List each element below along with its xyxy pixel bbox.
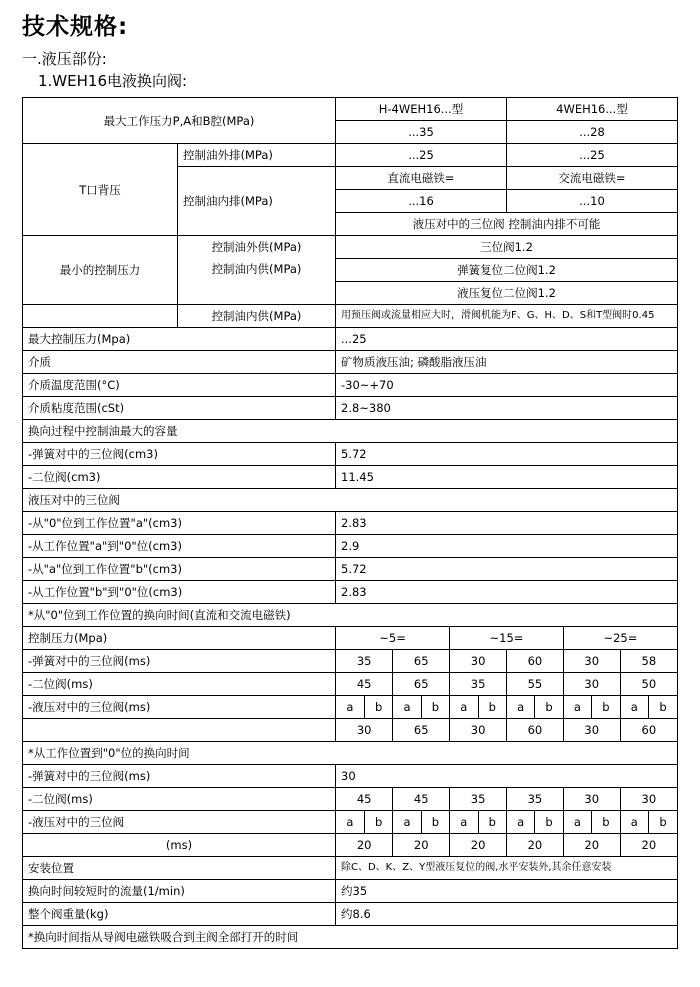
return-two-values-cell: 45	[393, 788, 450, 810]
hyd-capacity-value: 5.72	[336, 558, 678, 581]
hyd-switch-values-cell: 30	[336, 719, 393, 741]
misc-value: 约8.6	[336, 903, 678, 926]
property-value: ...25	[336, 328, 678, 351]
switch-time-label: -二位阀(ms)	[23, 673, 336, 696]
table-row	[23, 765, 678, 788]
int-drain-v2: ...10	[507, 190, 678, 213]
return-hyd-values-cell: 20	[563, 834, 620, 856]
switch-time-label: -弹簧对中的三位阀(ms)	[23, 650, 336, 673]
table-row	[23, 512, 678, 535]
return-two-values-wrap	[336, 788, 678, 811]
ab-grid-cell: a	[450, 696, 478, 718]
ab-grid-cell: a	[506, 696, 534, 718]
return-two-values-cell: 35	[450, 788, 507, 810]
misc-value: 除C、D、K、Z、Y型液压复位的阀,水平安装外,其余任意安装	[336, 857, 678, 880]
return-hyd-label: -液压对中的三位阀	[23, 811, 336, 834]
ac-header: 交流电磁铁=	[507, 167, 678, 190]
ctrl-pressure-p2: ~15=	[450, 627, 564, 649]
table-row	[23, 627, 678, 650]
return-hyd-values-wrap	[336, 834, 678, 857]
ab-grid-cell: b	[535, 811, 563, 833]
ab-grid-cell: a	[336, 811, 364, 833]
switch-time-values-wrap	[336, 673, 678, 696]
switch-time-values-cell: 65	[393, 650, 450, 672]
min-ctrl-label: 最小的控制压力	[23, 236, 178, 305]
misc-value: 约35	[336, 880, 678, 903]
section-heading: 一.液压部份:	[22, 50, 107, 68]
table-row	[23, 351, 678, 374]
type1-value: ...35	[336, 121, 507, 144]
type2-header: 4WEH16...型	[507, 98, 678, 121]
int-drain-v1: ...16	[336, 190, 507, 213]
int-supply2-label: 控制油内供(MPa)	[178, 305, 336, 328]
ab-grid-cell: a	[450, 811, 478, 833]
page-title: 技术规格:	[22, 14, 129, 40]
return-two-values-cell: 30	[563, 788, 620, 810]
hyd-capacity-label: -从工作位置"a"到"0"位(cm3)	[23, 535, 336, 558]
hyd-capacity-value: 2.83	[336, 581, 678, 604]
return-two-values-cell: 30	[641, 792, 657, 806]
capacity-value: 11.45	[336, 466, 678, 489]
property-value: 矿物质液压油; 磷酸脂液压油	[336, 351, 678, 374]
return-hyd-values	[336, 834, 677, 856]
hyd-switch-values-cell: 60	[641, 723, 657, 737]
table-row	[23, 650, 678, 673]
switch-time-values	[336, 650, 677, 672]
property-value: 2.8~380	[336, 397, 678, 420]
ctrl-pressure-label: 控制压力(Mpa)	[23, 627, 336, 650]
hyd-capacity-label: -从"a"位到工作位置"b"(cm3)	[23, 558, 336, 581]
ab-grid-cell: b	[421, 811, 449, 833]
ab-grid-cell: a	[506, 811, 534, 833]
return-two-label: -二位阀(ms)	[23, 788, 336, 811]
ab-grid-cell: b	[478, 811, 506, 833]
dc-header: 直流电磁铁=	[336, 167, 507, 190]
hyd-switch-values	[336, 719, 677, 741]
table-row	[23, 558, 678, 581]
blank-cell	[23, 305, 178, 328]
ext-drain-label: 控制油外排(MPa)	[178, 144, 336, 167]
property-value: -30~+70	[336, 374, 678, 397]
footnote: *换向时间指从导阀电磁铁吸合到主阀全部打开的时间	[23, 926, 678, 949]
ab-grid-cell: b	[364, 696, 392, 718]
switch-time-values-cell: 60	[506, 650, 563, 672]
ab-grid-cell: a	[393, 811, 421, 833]
t-back-label: T口背压	[23, 144, 178, 236]
table-row	[23, 834, 678, 857]
capacity-label: -二位阀(cm3)	[23, 466, 336, 489]
ctrl-pressure-grid	[336, 627, 677, 649]
property-label: 介质温度范围(°C)	[23, 374, 336, 397]
hyd-centered-header: 液压对中的三位阀	[23, 489, 678, 512]
ab-grid-cell: a	[563, 696, 591, 718]
return-hyd-values-cell: 20	[393, 834, 450, 856]
int-supply2-note: 用预压阀或流量相应大时，滑阀机能为F、G、H、D、S和T型阀时0.45	[336, 305, 678, 328]
switch-time-values-cell: 45	[336, 673, 393, 695]
table-row	[23, 788, 678, 811]
ab-grid-cell: b	[364, 811, 392, 833]
hyd-capacity-value: 2.9	[336, 535, 678, 558]
ab-grid-cell: b	[592, 696, 620, 718]
ab-grid-wrap	[336, 696, 678, 719]
supply-labels	[178, 236, 336, 305]
hyd-capacity-label: -从"0"位到工作位置"a"(cm3)	[23, 512, 336, 535]
hyd-switch-values-cell: 30	[450, 719, 507, 741]
return-time-note: *从工作位置到"0"位的换向时间	[23, 742, 678, 765]
ab-grid-cell: a	[563, 811, 591, 833]
hyd-switch-values-cell: 30	[563, 719, 620, 741]
hyd-switch-values-wrap	[336, 719, 678, 742]
switch-time-values-cell: 30	[450, 650, 507, 672]
ctrl-pressure-p1: ~5=	[336, 627, 450, 649]
switch-time-values-cell: 35	[450, 673, 507, 695]
capacity-label: -弹簧对中的三位阀(cm3)	[23, 443, 336, 466]
property-label: 介质	[23, 351, 336, 374]
table-row	[23, 420, 678, 443]
subsection-heading: 1.WEH16电液换向阀:	[38, 72, 188, 90]
ctrl-pressure-p3: ~25=	[603, 631, 638, 645]
ab-grid	[336, 696, 677, 718]
hyd-switch-values-cell: 60	[506, 719, 563, 741]
ab-grid-cell: a	[393, 696, 421, 718]
ab-grid-cell: a	[336, 696, 364, 718]
table-row	[23, 742, 678, 765]
table-row	[23, 880, 678, 903]
table-row	[23, 489, 678, 512]
ab-grid-cell: b	[659, 815, 667, 829]
switch-time-values	[336, 673, 677, 695]
ab-grid-cell: a	[620, 696, 648, 718]
table-row	[23, 926, 678, 949]
blank-cell	[23, 719, 336, 742]
table-row	[23, 903, 678, 926]
switch-time-values-cell: 55	[506, 673, 563, 695]
table-row	[23, 719, 678, 742]
misc-label: 安装位置	[23, 857, 336, 880]
int-drain-label: 控制油内排(MPa)	[178, 167, 336, 236]
switch-time-values-cell: 58	[641, 654, 657, 668]
spring-two-value: 弹簧复位二位阀1.2	[336, 259, 678, 282]
ext-drain-v1: ...25	[336, 144, 507, 167]
table-row	[23, 696, 678, 719]
three-pos-value: 三位阀1.2	[336, 236, 678, 259]
int-drain-note: 液压对中的三位阀 控制油内排不可能	[336, 213, 678, 236]
table-row	[23, 328, 678, 351]
ab-grid-cell: b	[592, 811, 620, 833]
table-row	[23, 673, 678, 696]
switch-time-values-wrap	[336, 650, 678, 673]
switch-time-note: *从"0"位到工作位置的换向时间(直流和交流电磁铁)	[23, 604, 678, 627]
return-two-values-cell: 45	[336, 788, 393, 810]
return-spring-label: -弹簧对中的三位阀(ms)	[23, 765, 336, 788]
switch-time-values-cell: 50	[641, 677, 657, 691]
ab-grid-wrap	[336, 811, 678, 834]
hyd-two-value: 液压复位二位阀1.2	[336, 282, 678, 305]
property-label: 最大控制压力(Mpa)	[23, 328, 336, 351]
int-supply-label: 控制油内供(MPa)	[211, 262, 302, 276]
return-spring-value: 30	[336, 765, 678, 788]
return-hyd-values-cell: 20	[336, 834, 393, 856]
table-row	[23, 581, 678, 604]
return-ms-label: (ms)	[23, 834, 336, 857]
switch-time-values-cell: 30	[563, 673, 620, 695]
switch-time-values-cell: 30	[563, 650, 620, 672]
table-row	[23, 811, 678, 834]
switch-time-values-cell: 35	[336, 650, 393, 672]
table-row	[23, 535, 678, 558]
misc-label: 换向时间较短时的流量(1/min)	[23, 880, 336, 903]
hyd-capacity-label: -从工作位置"b"到"0"位(cm3)	[23, 581, 336, 604]
max-pressure-label: 最大工作压力P,A和B腔(MPa)	[23, 98, 336, 144]
hyd-switch-label: -液压对中的三位阀(ms)	[23, 696, 336, 719]
ab-grid	[336, 811, 677, 833]
type2-value: ...28	[507, 121, 678, 144]
table-row	[23, 374, 678, 397]
type1-header: H-4WEH16...型	[336, 98, 507, 121]
hyd-switch-values-cell: 65	[393, 719, 450, 741]
spec-table	[22, 97, 678, 949]
ab-grid-cell: a	[620, 811, 648, 833]
capacity-value: 5.72	[336, 443, 678, 466]
hyd-capacity-value: 2.83	[336, 512, 678, 535]
return-hyd-values-cell: 20	[641, 838, 657, 852]
ctrl-pressure-grid-wrap	[336, 627, 678, 650]
return-hyd-values-cell: 20	[450, 834, 507, 856]
table-row	[23, 466, 678, 489]
table-row	[23, 857, 678, 880]
return-two-values-cell: 35	[506, 788, 563, 810]
return-hyd-values-cell: 20	[506, 834, 563, 856]
misc-label: 整个阀重量(kg)	[23, 903, 336, 926]
ab-grid-cell: b	[421, 696, 449, 718]
property-label: 介质粘度范围(cSt)	[23, 397, 336, 420]
capacity-header: 换向过程中控制油最大的容量	[23, 420, 678, 443]
ab-grid-cell: b	[659, 700, 667, 714]
ab-grid-cell: b	[535, 696, 563, 718]
switch-time-values-cell: 65	[393, 673, 450, 695]
return-two-values	[336, 788, 677, 810]
ext-supply-label: 控制油外供(MPa)	[211, 240, 302, 254]
table-row	[23, 443, 678, 466]
table-row	[23, 397, 678, 420]
table-row	[23, 604, 678, 627]
ext-drain-v2: ...25	[507, 144, 678, 167]
ab-grid-cell: b	[478, 696, 506, 718]
